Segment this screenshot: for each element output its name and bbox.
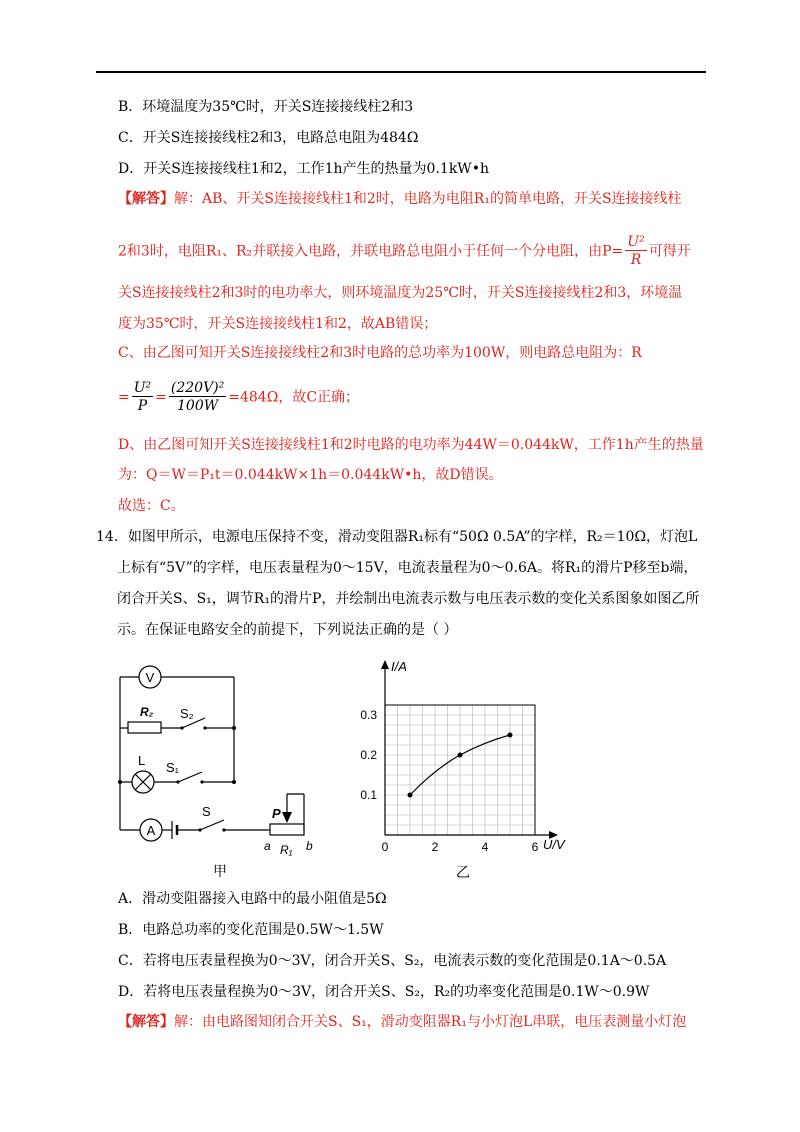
answer-prev-line4: 度为35℃时，开关S连接接线柱1和2，故AB错误； — [118, 316, 438, 332]
voltmeter-label: V — [145, 670, 155, 685]
answer-tag: 【解答】 — [118, 1014, 174, 1030]
a-label: a — [264, 839, 271, 853]
fraction-numerator: U² — [627, 234, 645, 250]
answer-prev-line7: D、由乙图可知开关S连接接线柱1和2时电路的电功率为44W＝0.044kW，工作1h产生的热量 — [118, 437, 704, 453]
power-formula-fraction — [625, 234, 646, 269]
s-label: S — [202, 804, 211, 819]
x-tick-label: 0 — [381, 840, 389, 854]
question-line2: 上标有“5V”的字样，电压表量程为0～15V，电流表量程为0～0.6A。将R₁的滑片P移至b端， — [117, 560, 698, 576]
s2-label: S₂ — [180, 706, 194, 721]
choice-b: B．电路总功率的变化范围是0.5W～1.5W — [118, 922, 384, 938]
answer-prev-line3: 关S连接接线柱2和3时的电功率大，则环境温度为25℃时，开关S连接接线柱2和3，环境温 — [118, 285, 683, 301]
choice-d: D．若将电压表量程换为0～3V，闭合开关S、S₂，R₂的功率变化范围是0.1W～0.9W — [118, 984, 650, 1000]
choice-a: A．滑动变阻器接入电路中的最小阻值是5Ω — [118, 891, 387, 907]
resistance-fraction-1 — [132, 380, 153, 415]
option-c-prev: C．开关S连接接线柱2和3，电路总电阻为484Ω — [118, 130, 419, 146]
y-tick-label: 0.1 — [360, 788, 377, 802]
x-axis-label: U/V — [543, 837, 565, 852]
x-tick-label: 2 — [431, 840, 439, 854]
y-axis-arrow — [381, 660, 389, 669]
answer-prev-line6 — [118, 380, 359, 415]
fraction-denominator: P — [137, 398, 148, 414]
chart-axes — [381, 660, 558, 839]
fraction-denominator: 100W — [177, 398, 219, 414]
question-line1: 14．如图甲所示，电源电压保持不变，滑动变阻器R₁标有“50Ω 0.5A”的字样，R₂＝10Ω，灯泡L — [96, 529, 698, 545]
p-label: P — [272, 806, 281, 821]
x-tick-label: 6 — [531, 840, 539, 854]
chart-caption: 乙 — [456, 864, 470, 880]
y-tick-label: 0.2 — [360, 748, 377, 762]
choice-c: C．若将电压表量程换为0～3V，闭合开关S、S₂，电流表示数的变化范围是0.1A～0.5A — [118, 953, 667, 969]
b-label: b — [306, 839, 313, 853]
circuit-caption: 甲 — [213, 863, 227, 879]
fraction-numerator: (220V)² — [170, 380, 225, 396]
answer-prev-line5: C、由乙图可知开关S连接接线柱2和3时电路的总功率为100W，则电路总电阻为：R — [118, 345, 642, 361]
answer-text: 可得开 — [648, 243, 691, 260]
y-axis-label: I/A — [391, 659, 407, 674]
option-d-prev: D．开关S连接接线柱1和2，工作1h产生的热量为0.1kW•h — [118, 161, 489, 177]
lamp-label: L — [138, 753, 146, 768]
question-line4: 示。在保证电路安全的前提下，下列说法正确的是（ ） — [117, 622, 458, 638]
resistor-r2 — [128, 722, 161, 733]
current-voltage-chart — [345, 655, 585, 885]
s1-label: S₁ — [166, 760, 180, 775]
x-tick-label: 4 — [481, 840, 489, 854]
fraction-numerator: U² — [133, 380, 152, 396]
question-line3: 闭合开关S、S₁，调节R₁的滑片P，并绘制出电流表示数与电压表示数的变化关系图象如图乙所 — [117, 591, 700, 607]
ammeter-label: A — [146, 823, 156, 838]
answer-text: 2和3时，电阻R₁、R₂并联接入电路，并联电路总电阻小于任何一个分电阻，由P= — [118, 243, 624, 260]
y-tick-label: 0.3 — [360, 708, 377, 722]
resistance-fraction-2 — [169, 380, 226, 415]
answer-text: =484Ω，故C正确； — [228, 389, 360, 406]
answer-tag: 【解答】 — [118, 191, 174, 207]
data-point — [408, 793, 413, 798]
data-point — [458, 753, 463, 758]
answer-prev-line8: 为：Q＝W＝P₁t＝0.044kW×1h＝0.044kW•h，故D错误。 — [118, 467, 503, 483]
rheostat-r1 — [270, 824, 304, 835]
circuit-diagram — [110, 660, 330, 885]
r1-label: R₁ — [280, 843, 293, 857]
r2-label: R₂ — [140, 705, 154, 719]
answer-next-line1 — [118, 1012, 686, 1032]
answer-text: 解：AB、开关S连接接线柱1和2时，电路为电阻R₁的简单电路，开关S连接接线柱 — [174, 191, 682, 207]
chart-ticks — [360, 708, 538, 854]
answer-prev-line2 — [118, 234, 691, 269]
answer-prev-line1 — [118, 189, 682, 209]
chart-grid — [385, 705, 535, 835]
data-point — [508, 733, 513, 738]
equals: = — [155, 389, 167, 406]
fraction-denominator: R — [630, 252, 642, 268]
header-rule — [96, 71, 706, 73]
answer-prev-line9: 故选：C。 — [118, 498, 185, 514]
option-b-prev: B．环境温度为35℃时，开关S连接接线柱2和3 — [118, 99, 414, 115]
answer-text: 解：由电路图知闭合开关S、S₁，滑动变阻器R₁与小灯泡L串联，电压表测量小灯泡 — [174, 1014, 687, 1030]
equals: = — [118, 389, 130, 406]
